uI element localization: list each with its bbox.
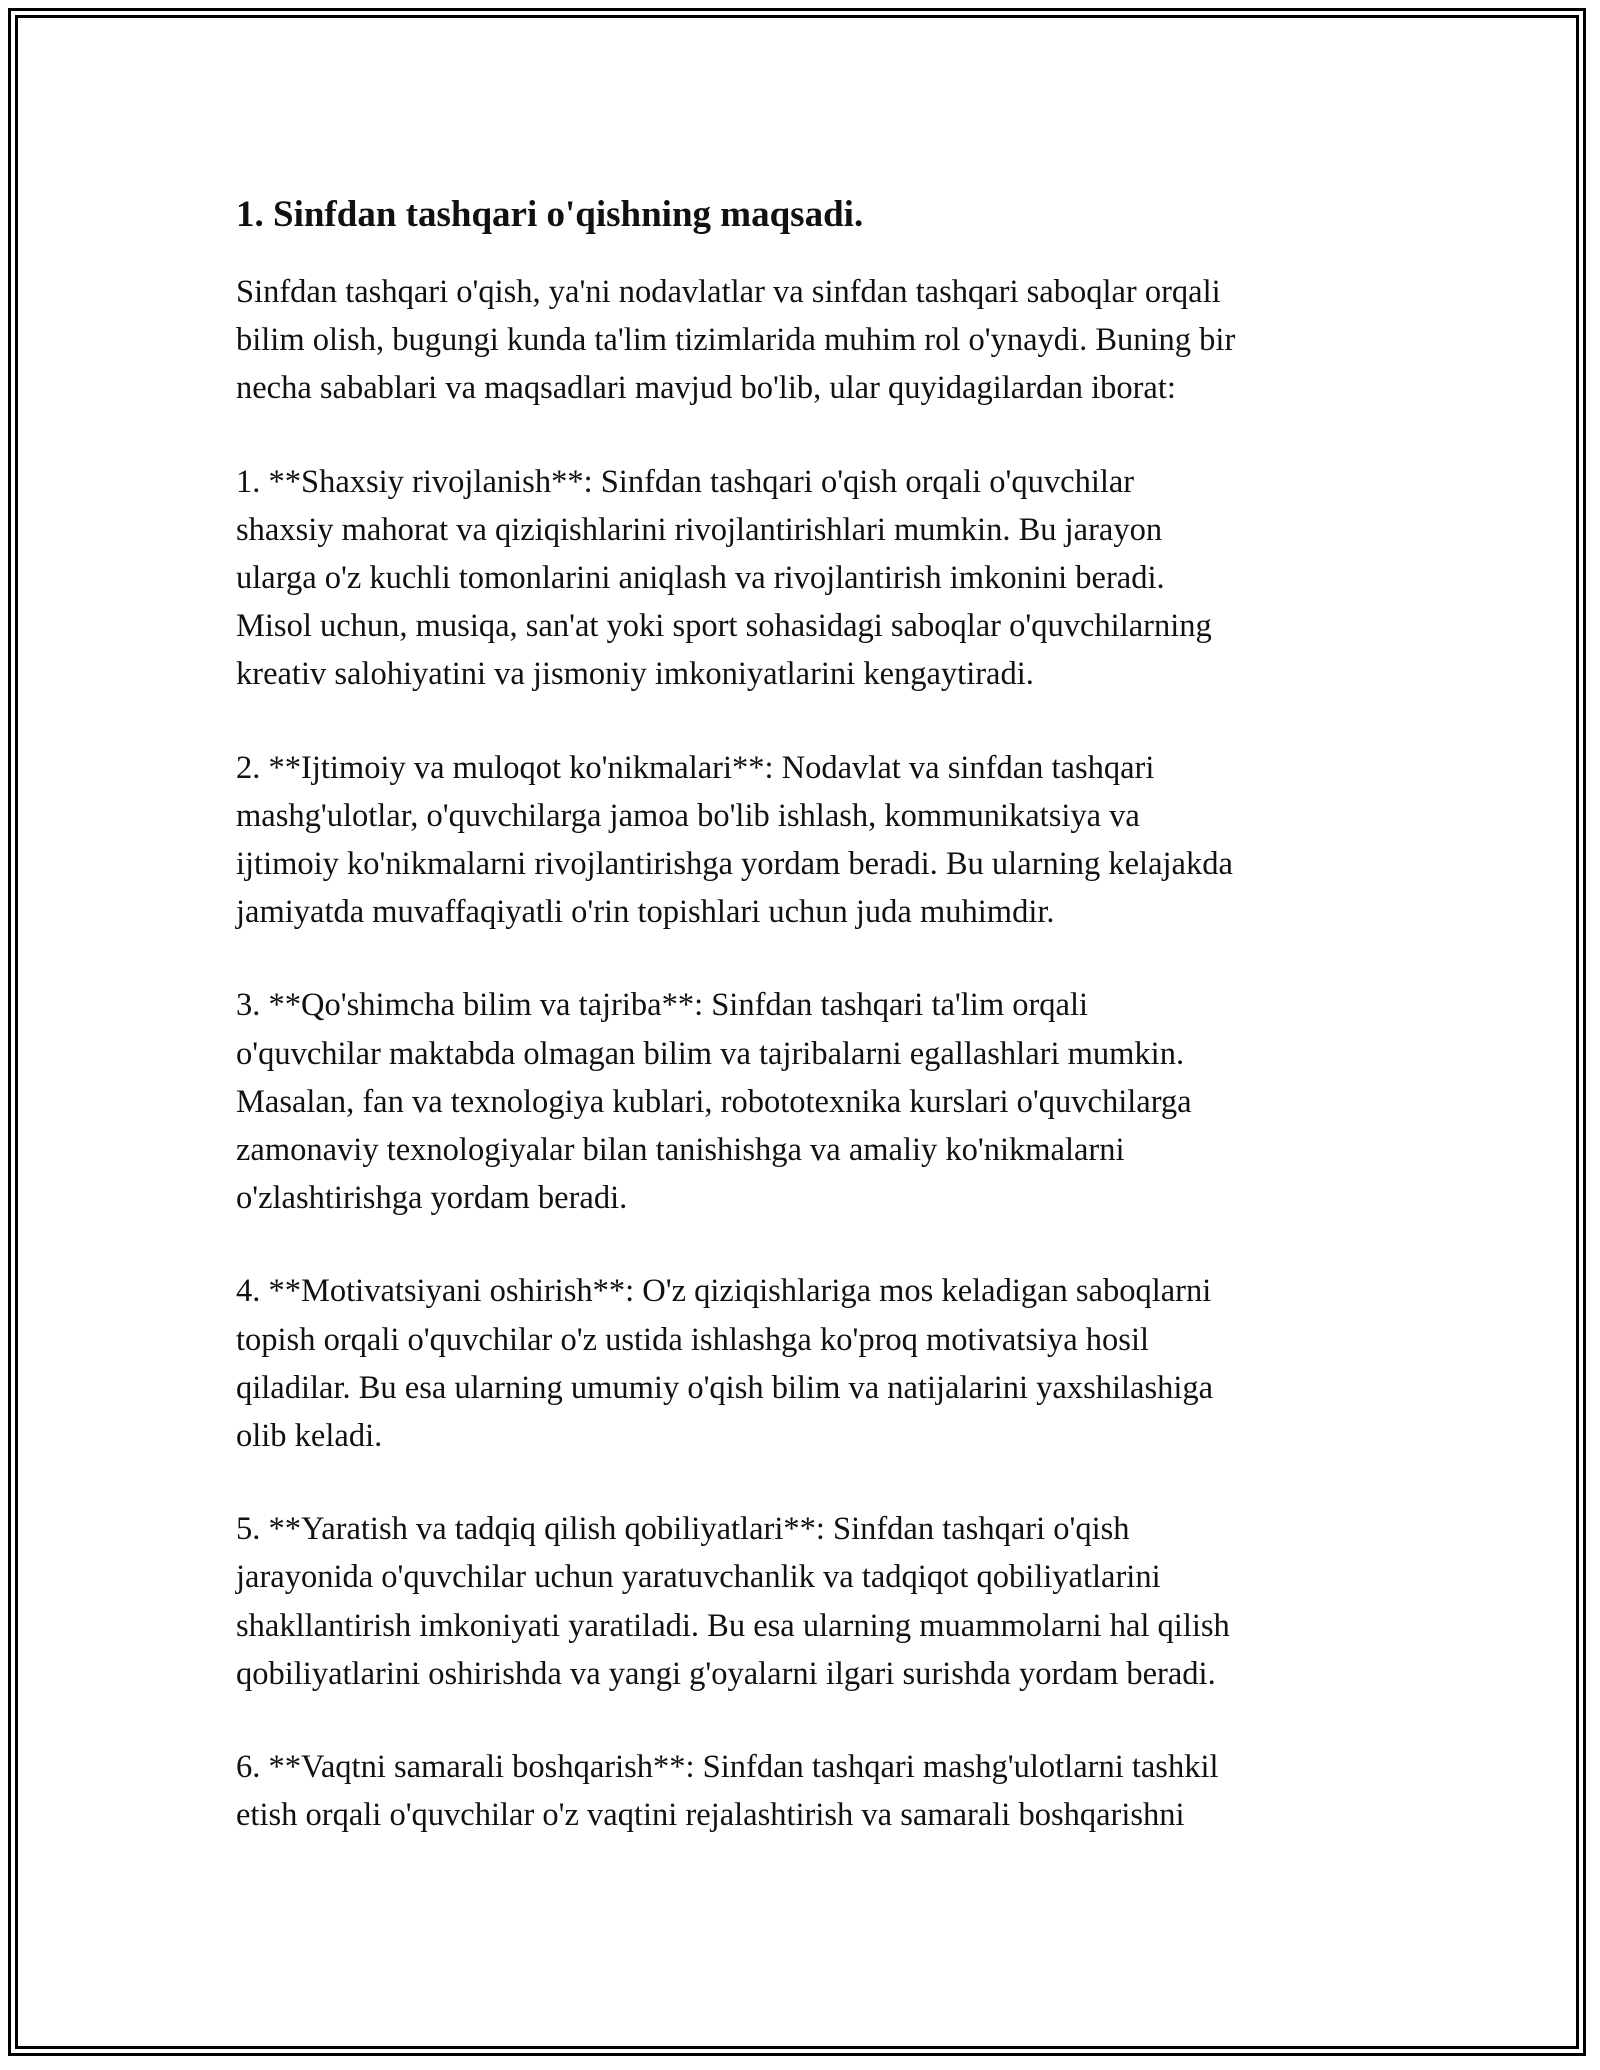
text-line: kreativ salohiyatini va jismoniy imkoniyatlarini kengaytiradi.	[236, 656, 1034, 693]
text-line: ijtimoiy ko'nikmalarni rivojlantirishga yordam beradi. Bu ularning kelajakda	[236, 846, 1233, 883]
text-line: 1. **Shaxsiy rivojlanish**: Sinfdan tashqari o'qish orqali o'quvchilar	[236, 463, 1135, 500]
text-line: qiladilar. Bu esa ularning umumiy o'qish bilim va natijalarini yaxshilashiga	[236, 1369, 1214, 1406]
text-line: mashg'ulotlar, o'quvchilarga jamoa bo'lib ishlash, kommunikatsiya va	[236, 797, 1140, 834]
document-heading: 1. Sinfdan tashqari o'qishning maqsadi.	[236, 194, 864, 235]
text-line: shaxsiy mahorat va qiziqishlarini rivojlantirishlari mumkin. Bu jarayon	[236, 511, 1163, 548]
text-line: 6. **Vaqtni samarali boshqarish**: Sinfdan tashqari mashg'ulotlarni tashkil	[236, 1749, 1219, 1786]
text-line: jamiyatda muvaffaqiyatli o'rin topishlari uchun juda muhimdir.	[236, 894, 1055, 931]
text-line: ularga o'z kuchli tomonlarini aniqlash va rivojlantirish imkonini beradi.	[236, 560, 1165, 597]
text-line: necha sabablari va maqsadlari mavjud bo'lib, ular quyidagilardan iborat:	[236, 370, 1176, 407]
list-item-1-paragraph	[236, 458, 1376, 699]
text-line: qobiliyatlarini oshirishda va yangi g'oyalarni ilgari surishda yordam beradi.	[236, 1655, 1216, 1692]
text-line: o'zlashtirishga yordam beradi.	[236, 1180, 628, 1217]
text-line: etish orqali o'quvchilar o'z vaqtini rejalashtirish va samarali boshqarishni	[236, 1797, 1185, 1834]
text-line: olib keladi.	[236, 1418, 383, 1455]
list-item-4-paragraph	[236, 1267, 1376, 1460]
text-line: bilim olish, bugungi kunda ta'lim tizimlarida muhim rol o'ynaydi. Buning bir	[236, 322, 1236, 359]
text-line: 4. **Motivatsiyani oshirish**: O'z qiziqishlariga mos keladigan saboqlarni	[236, 1273, 1212, 1310]
text-line: o'quvchilar maktabda olmagan bilim va tajribalarni egallashlari mumkin.	[236, 1035, 1185, 1072]
intro-paragraph	[236, 268, 1376, 413]
list-item-5-paragraph	[236, 1505, 1376, 1698]
list-item-6-paragraph	[236, 1743, 1376, 1839]
text-line: jarayonida o'quvchilar uchun yaratuvchanlik va tadqiqot qobiliyatlarini	[236, 1559, 1161, 1596]
text-line: topish orqali o'quvchilar o'z ustida ishlashga ko'proq motivatsiya hosil	[236, 1321, 1149, 1358]
list-item-2-paragraph	[236, 744, 1376, 937]
text-line: 2. **Ijtimoiy va muloqot ko'nikmalari**: Nodavlat va sinfdan tashqari	[236, 749, 1155, 786]
text-line: zamonaviy texnologiyalar bilan tanishishga va amaliy ko'nikmalarni	[236, 1132, 1125, 1169]
text-line: Misol uchun, musiqa, san'at yoki sport sohasidagi saboqlar o'quvchilarning	[236, 608, 1212, 645]
list-item-3-paragraph	[236, 981, 1376, 1222]
text-line: shakllantirish imkoniyati yaratiladi. Bu esa ularning muammolarni hal qilish	[236, 1607, 1230, 1644]
text-line: 3. **Qo'shimcha bilim va tajriba**: Sinfdan tashqari ta'lim orqali	[236, 987, 1089, 1024]
text-line: 5. **Yaratish va tadqiq qilish qobiliyatlari**: Sinfdan tashqari o'qish	[236, 1511, 1130, 1548]
document-body	[236, 190, 1376, 1884]
text-line: Masalan, fan va texnologiya kublari, robototexnika kurslari o'quvchilarga	[236, 1083, 1192, 1120]
text-line: Sinfdan tashqari o'qish, ya'ni nodavlatlar va sinfdan tashqari saboqlar orqali	[236, 274, 1221, 310]
